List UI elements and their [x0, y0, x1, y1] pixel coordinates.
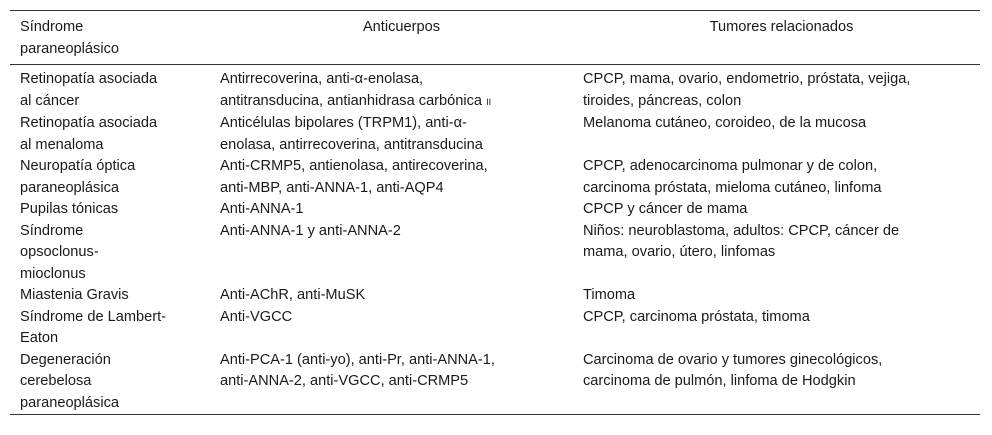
- paraneoplastic-syndromes-table: [10, 10, 980, 415]
- table-row: [10, 307, 980, 350]
- cell-tumors: Niños: neuroblastoma, adultos: CPCP, cáncer de mama, ovario, útero, linfomas: [583, 222, 900, 260]
- cell-antibodies: Anti-AChR, anti-MuSK: [220, 287, 366, 303]
- cell-syndrome: Miastenia Gravis: [20, 287, 129, 303]
- cell-antibodies: Anti-PCA-1 (anti-yo), anti-Pr, anti-ANNA-1, anti-ANNA-2, anti-VGCC, anti-CRMP5: [220, 351, 495, 389]
- header-syndrome: Síndrome paraneoplásico: [20, 19, 119, 57]
- table-header: [10, 11, 980, 65]
- cell-tumors: Melanoma cutáneo, coroideo, de la mucosa: [583, 115, 867, 131]
- paraneoplastic-table-container: [10, 10, 980, 415]
- cell-antibodies: Anti-ANNA-1: [220, 201, 304, 217]
- cell-tumors: CPCP, carcinoma próstata, timoma: [583, 308, 810, 325]
- header-row: [10, 11, 980, 65]
- cell-syndrome: Síndrome de Lambert- Eaton: [20, 308, 167, 346]
- cell-syndrome: Degeneración cerebelosa paraneoplásica: [20, 351, 119, 411]
- table-row: [10, 285, 980, 307]
- cell-antibodies: Anti-ANNA-1 y anti-ANNA-2: [220, 222, 401, 239]
- cell-antibodies: Antirrecoverina, anti-α-enolasa, antitransducina, antianhidrasa carbónica II: [220, 71, 492, 109]
- table-row: [10, 199, 980, 221]
- table-body: [10, 65, 980, 415]
- table-row: [10, 350, 980, 415]
- cell-tumors: CPCP, mama, ovario, endometrio, próstata, vejiga, tiroides, páncreas, colon: [583, 71, 911, 109]
- table-row: [10, 156, 980, 199]
- cell-antibodies: Anticélulas bipolares (TRPM1), anti-α- enolasa, antirrecoverina, antitransducina: [220, 115, 483, 153]
- cell-antibodies-suffix: II: [486, 96, 492, 107]
- cell-syndrome: Pupilas tónicas: [20, 201, 119, 217]
- table-row: [10, 65, 980, 114]
- cell-syndrome: Neuropatía óptica paraneoplásica: [20, 158, 136, 196]
- header-antibodies: Anticuerpos: [362, 19, 441, 35]
- cell-tumors: Carcinoma de ovario y tumores ginecológicos, carcinoma de pulmón, linfoma de Hodgkin: [583, 351, 883, 389]
- cell-antibodies: Anti-CRMP5, antienolasa, antirecoverina, anti-MBP, anti-ANNA-1, anti-AQP4: [220, 158, 488, 196]
- cell-syndrome: Retinopatía asociada al menaloma: [20, 115, 158, 153]
- cell-tumors: Timoma: [583, 287, 636, 303]
- cell-syndrome: Síndrome opsoclonus- mioclonus: [20, 222, 99, 282]
- cell-antibodies: Anti-VGCC: [220, 308, 293, 325]
- table-row: [10, 221, 980, 286]
- cell-tumors: CPCP y cáncer de mama: [583, 201, 748, 217]
- header-tumors: Tumores relacionados: [709, 19, 854, 35]
- table-row: [10, 113, 980, 156]
- cell-syndrome: Retinopatía asociada al cáncer: [20, 71, 158, 109]
- cell-tumors: CPCP, adenocarcinoma pulmonar y de colon, carcinoma próstata, mieloma cutáneo, linfoma: [583, 158, 882, 196]
